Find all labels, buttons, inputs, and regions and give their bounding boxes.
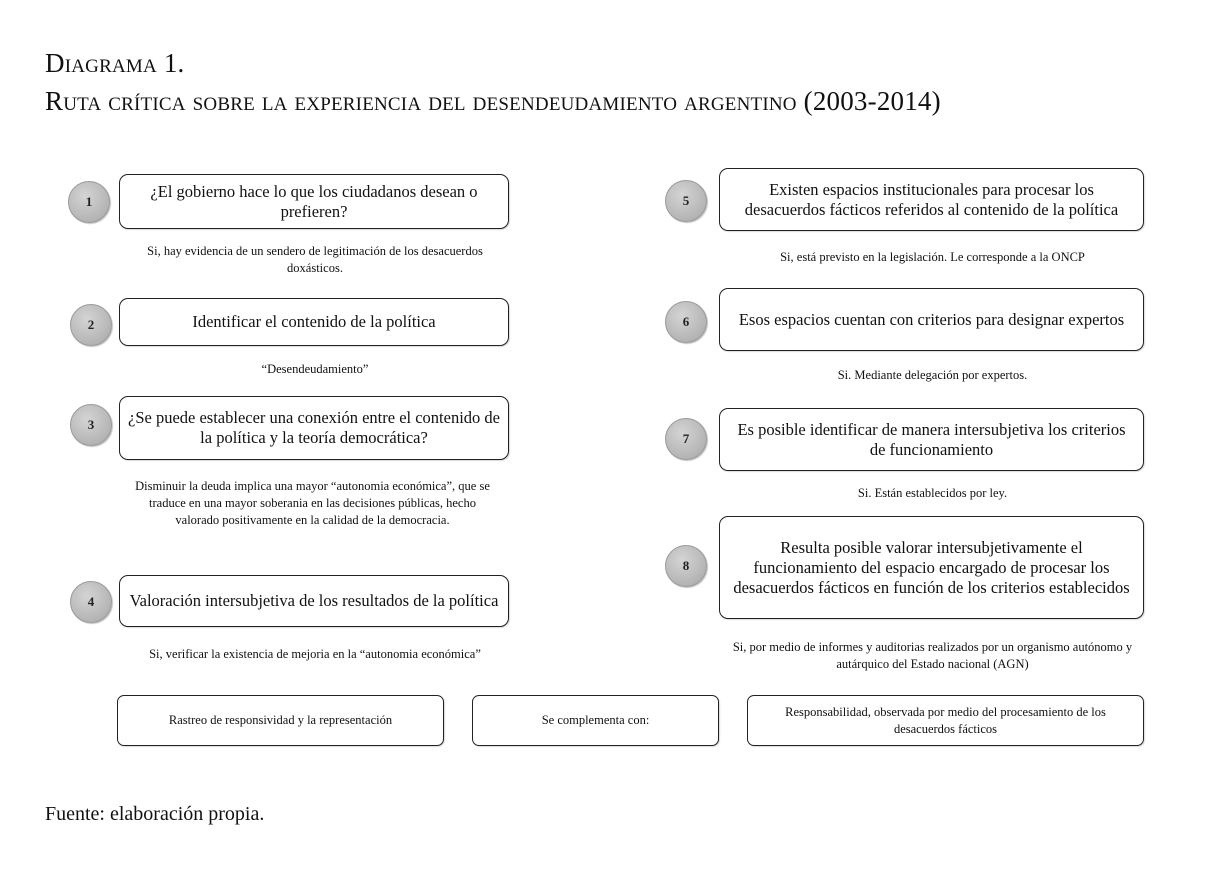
responsiveness-box: Rastreo de responsividad y la representación [117, 695, 444, 746]
diagram-title: Ruta crítica sobre la experiencia del desendeudamiento argentino (2003-2014) [45, 86, 941, 116]
step-number-badge: 5 [665, 180, 707, 222]
step-number-badge: 8 [665, 545, 707, 587]
step-number-badge: 3 [70, 404, 112, 446]
step-answer: Si, por medio de informes y auditorias realizados por un organismo autónomo y autárquico del Estado nacional (AGN) [732, 640, 1133, 671]
step-question-box: ¿Se puede establecer una conexión entre el contenido de la política y la teoría democrática? [119, 396, 509, 460]
step-answer: Si, hay evidencia de un sendero de legitimación de los desacuerdos doxásticos. [147, 244, 483, 275]
step-question-box: Resulta posible valorar intersubjetivamente el funcionamiento del espacio encargado de procesar los desacuerdos fácticos en función de los criterios establecidos [719, 516, 1144, 619]
step-number-badge: 1 [68, 181, 110, 223]
step-number-badge: 4 [70, 581, 112, 623]
accountability-box: Responsabilidad, observada por medio del procesamiento de los desacuerdos fácticos [747, 695, 1144, 746]
step-answer: “Desendeudamiento” [261, 362, 369, 376]
step-number-badge: 7 [665, 418, 707, 460]
source-note: Fuente: elaboración propia. [45, 803, 265, 825]
step-question-box: Existen espacios institucionales para procesar los desacuerdos fácticos referidos al contenido de la política [719, 168, 1144, 231]
step-number-badge: 6 [665, 301, 707, 343]
step-answer: Si, verificar la existencia de mejoria en la “autonomia económica” [149, 647, 481, 661]
step-question-box: Es posible identificar de manera intersubjetiva los criterios de funcionamiento [719, 408, 1144, 471]
step-answer: Disminuir la deuda implica una mayor “autonomia económica”, que se traduce en una mayor soberania en las decisiones públicas, hecho valorado positivamente en la calidad de la democracia. [135, 479, 490, 527]
step-question-box: Identificar el contenido de la política [119, 298, 509, 346]
step-number-badge: 2 [70, 304, 112, 346]
step-question-box: Esos espacios cuentan con criterios para designar expertos [719, 288, 1144, 351]
diagram-label: Diagrama 1. [45, 48, 185, 78]
step-question-box: Valoración intersubjetiva de los resultados de la política [119, 575, 509, 627]
complement-box: Se complementa con: [472, 695, 719, 746]
step-answer: Si. Están establecidos por ley. [857, 486, 1008, 500]
step-answer: Si, está previsto en la legislación. Le corresponde a la ONCP [780, 250, 1085, 264]
step-question-box: ¿El gobierno hace lo que los ciudadanos desean o prefieren? [119, 174, 509, 229]
step-answer: Si. Mediante delegación por expertos. [837, 368, 1028, 382]
